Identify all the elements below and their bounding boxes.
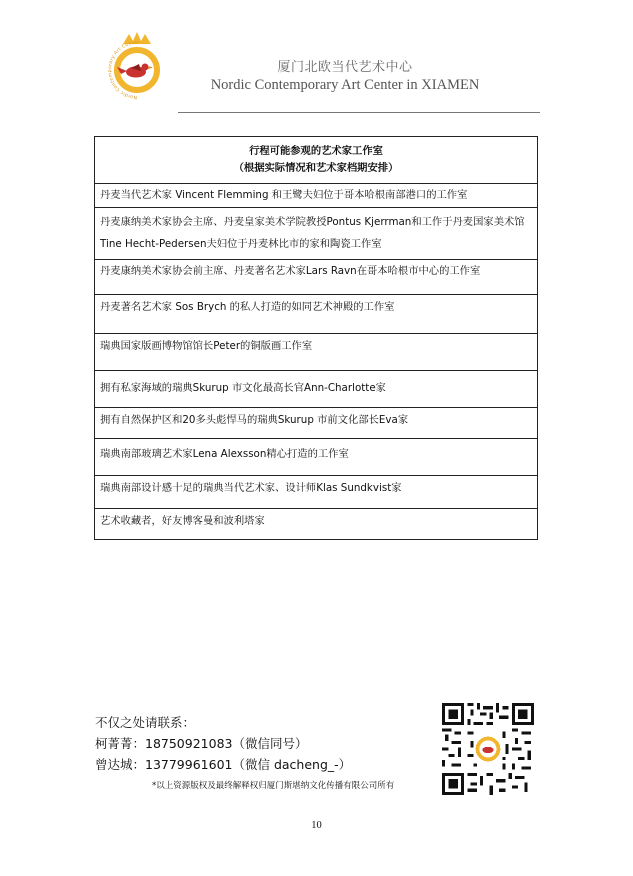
table-header — [95, 137, 537, 183]
table-row — [95, 475, 537, 508]
center-title-en: Nordic Contemporary Art Center in XIAMEN — [210, 77, 480, 93]
row-text: 瑞典南部设计感十足的瑞典当代艺术家、设计师Klas Sundkvist家 — [100, 482, 402, 494]
table-row — [95, 333, 537, 370]
row-text: 丹麦康纳美术家协会前主席、丹麦著名艺术家Lars Ravn在哥本哈根市中心的工作室 — [100, 265, 481, 277]
contact-heading: 不仅之处请联系： — [95, 715, 196, 730]
table-row — [95, 407, 537, 438]
copyright-note: *以上资源版权及最终解释权归厦门斯堪纳文化传播有限公司所有 — [152, 781, 395, 791]
row-text: 艺术收藏者，好友博客曼和波利塔家 — [100, 515, 265, 527]
row-text: 丹麦当代艺术家 Vincent Flemming 和王鹭夫妇位于哥本哈根南部港口的工作室 — [100, 189, 468, 201]
contact-line-2: 曾达城：13779961601（微信 dacheng_-） — [95, 757, 352, 772]
row-text: 拥有私家海域的瑞典Skurup 市文化最高长官Ann-Charlotte家 — [100, 382, 386, 394]
center-title-cn: 厦门北欧当代艺术中心 — [277, 60, 413, 75]
row-text: 拥有自然保护区和20多头彪悍马的瑞典Skurup 市前文化部长Eva家 — [100, 414, 409, 426]
row-text: 瑞典国家版画博物馆馆长Peter的铜版画工作室 — [100, 340, 313, 352]
contact-block — [95, 712, 351, 775]
table-row — [95, 183, 537, 207]
center-logo — [103, 30, 171, 104]
contact-line-1: 柯菁菁：18750921083（微信同号） — [95, 736, 308, 751]
table-row — [95, 508, 537, 539]
table-row — [95, 294, 537, 333]
svg-text:Nordic Contemporary Art Center: Nordic Contemporary Art Center — [107, 40, 140, 100]
table-row — [95, 438, 537, 475]
page-number: 10 — [311, 820, 322, 831]
header-divider — [178, 112, 540, 113]
table-title: 行程可能参观的艺术家工作室 — [249, 145, 383, 157]
row-text: 丹麦康纳美术家协会主席、丹麦皇家美术学院教授Pontus Kjerrman和工作于丹麦国家美术馆Tine Hecht-Pedersen夫妇位于丹麦林比市的家和陶瓷工作室 — [100, 216, 525, 250]
studio-table — [94, 136, 538, 540]
table-subtitle: （根据实际情况和艺术家档期安排） — [233, 162, 399, 174]
row-text: 瑞典南部玻璃艺术家Lena Alexsson精心打造的工作室 — [100, 448, 349, 460]
table-row — [95, 370, 537, 407]
row-text: 丹麦著名艺术家 Sos Brych 的私人打造的如同艺术神殿的工作室 — [100, 301, 395, 313]
qr-code-icon — [442, 703, 534, 795]
bird-icon — [117, 64, 153, 78]
table-row — [95, 207, 537, 259]
table-row — [95, 259, 537, 294]
